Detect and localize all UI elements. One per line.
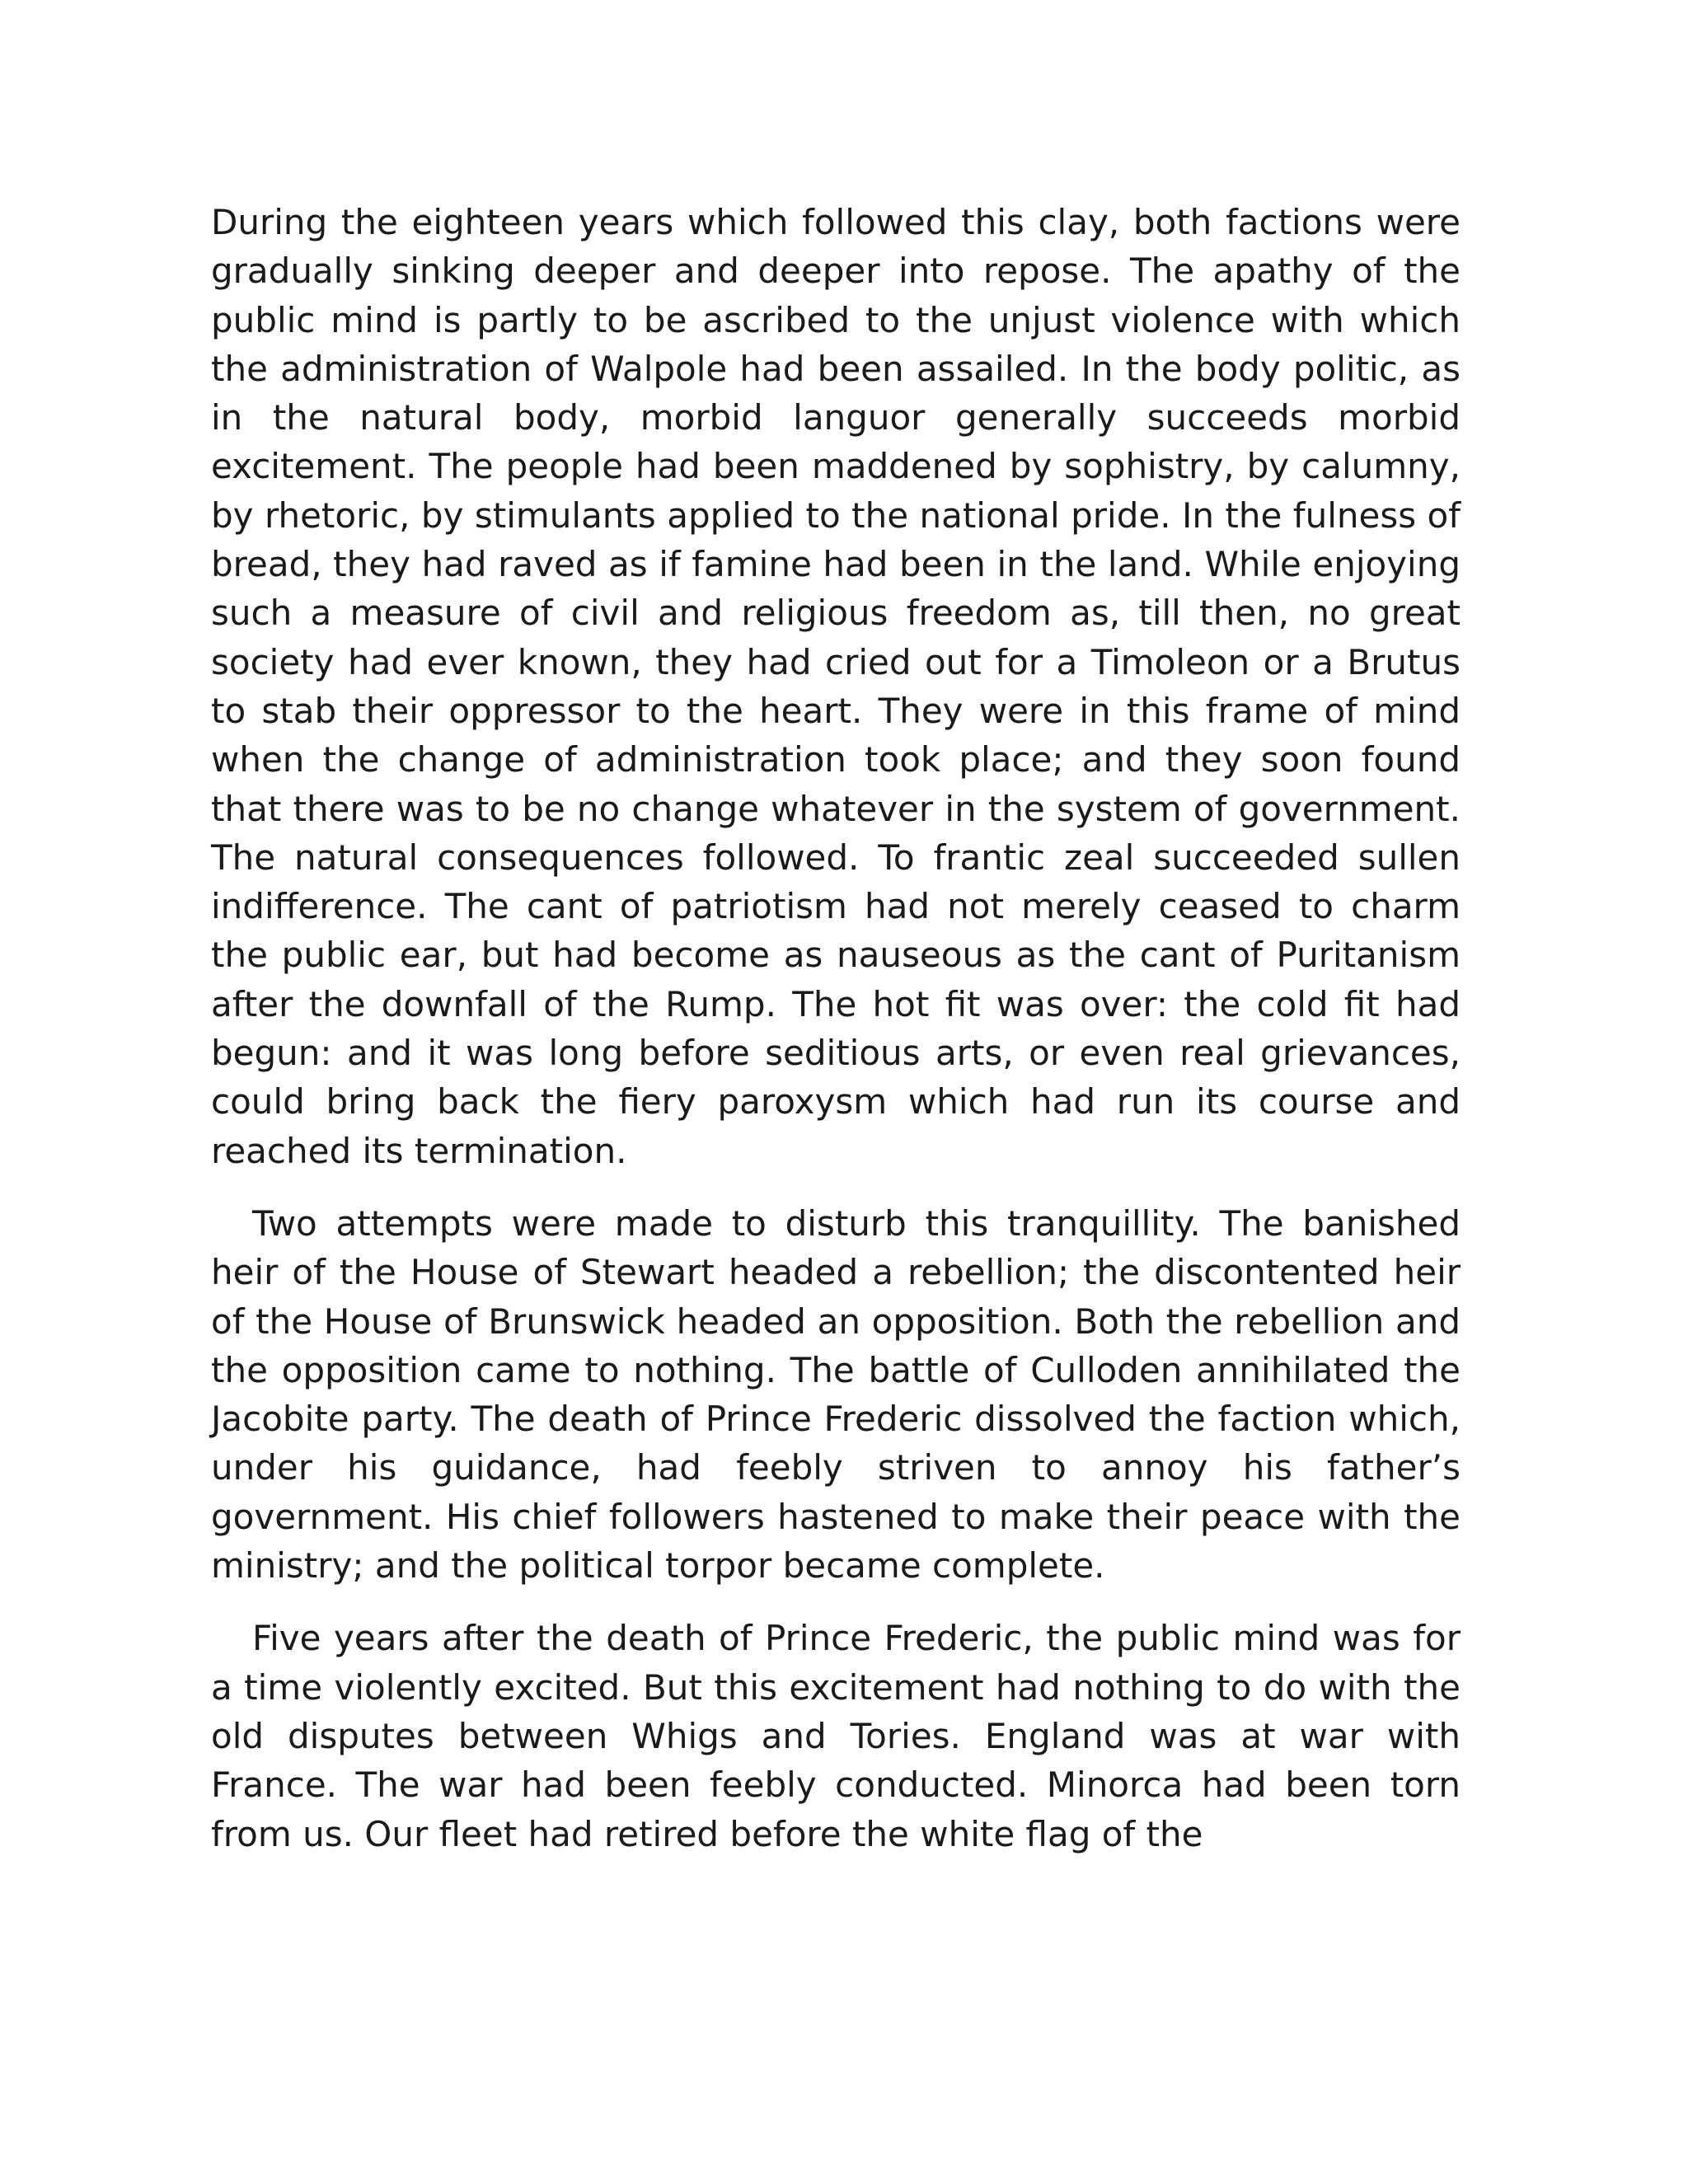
paragraph-1: During the eighteen years which followed this clay, both factions were gradually sinking deeper and deeper into repose. The apathy of the public mind is partly to be ascribed to the unjust violence with which the administration of Walpole had been assailed. In the body politic, as in the natural body, morbid languor generally succeeds morbid excitement. The people had been maddened by sophistry, by calumny, by rhetoric, by stimulants applied to the national pride. In the fulness of bread, they had raved as if famine had been in the land. While enjoying such a measure of civil and religious freedom as, till then, no great society had ever known, they had cried out for a Timoleon or a Brutus to stab their oppressor to the heart. They were in this frame of mind when the change of administration took place; and they soon found that there was to be no change whatever in the system of government. The natural consequences followed. To frantic zeal succeeded sullen indifference. The cant of patriotism had not merely ceased to charm the public ear, but had become as nauseous as the cant of Puritanism after the downfall of the Rump. The hot fit was over: the cold fit had begun: and it was long before seditious arts, or even real grievances, could bring back the fiery paroxysm which had run its course and reached its termination. [211, 202, 1461, 1171]
paragraph-3: Five years after the death of Prince Frederic, the public mind was for a time violently excited. But this excitement had nothing to do with the old disputes between Whigs and Tories. England was at war with France. The war had been feebly conducted. Minorca had been torn from us. Our fleet had retired before the white flag of the [211, 1618, 1461, 1854]
paragraph-2: Two attempts were made to disturb this tranquillity. The banished heir of the House of Stewart headed a rebellion; the discontented heir of the House of Brunswick headed an opposition. Both the rebellion and the opposition came to nothing. The battle of Culloden annihilated the Jacobite party. The death of Prince Frederic dissolved the faction which, under his guidance, had feebly striven to annoy his father’s government. His chief followers hastened to make their peace with the ministry; and the political torpor became complete. [211, 1202, 1461, 1586]
page-body [211, 198, 1461, 1858]
